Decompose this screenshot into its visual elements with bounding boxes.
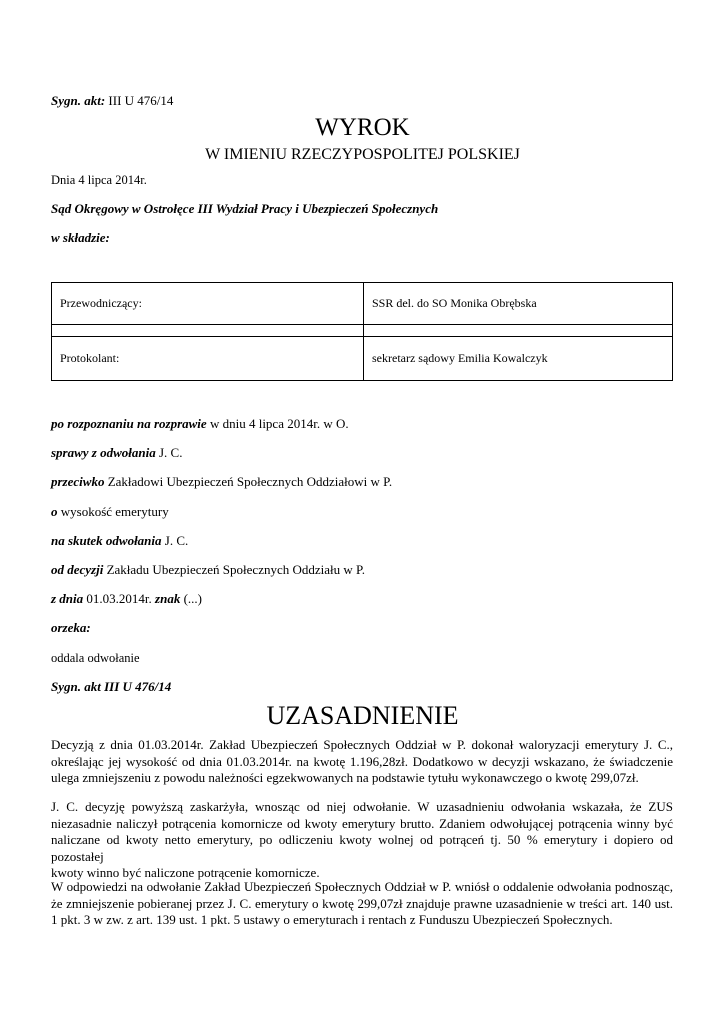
paragraph-line: ulega zmniejszeniu z powodu należności egzekwowanych na podstawie tytułu wykonawczego o kwotę 299,07zł.: [51, 770, 639, 786]
justification-title: UZASADNIENIE: [266, 701, 459, 730]
decision-date-label: z dnia: [51, 591, 84, 606]
case-line-label: od decyzji: [51, 562, 104, 577]
composition-row: [52, 325, 673, 337]
paragraph-line: J. C. decyzję powyższą zaskarżyła, wnosząc od niej odwołanie. W uzasadnieniu odwołania wskazała, że ZUS: [51, 799, 673, 814]
case-line-text: J. C.: [155, 445, 183, 460]
decision-sign-label: znak: [155, 591, 181, 606]
case-line-decision: [51, 562, 365, 578]
case-line-text: Zakładu Ubezpieczeń Społecznych Oddziału w P.: [103, 562, 366, 577]
case-signature-value: III U 476/14: [108, 93, 174, 108]
case-line-label: o: [51, 504, 58, 519]
composition-role: [52, 325, 364, 337]
composition-row: [52, 283, 673, 325]
composition-person: [364, 325, 673, 337]
judgment-title: WYROK: [315, 114, 410, 141]
case-line-text: Zakładowi Ubezpieczeń Społecznych Oddziałowi w P.: [104, 474, 393, 489]
justification-paragraph-1: [51, 737, 673, 787]
paragraph-line: kwoty winno być naliczone potrącenie komornicze.: [51, 865, 320, 881]
paragraph-line: określając jej wysokość od dnia 01.03.2014r. na kwotę 1.196,28zł. Dodatkowo w decyzji wskazano, że świadczenie: [51, 753, 673, 769]
case-line-label: przeciwko: [51, 474, 105, 489]
case-line-label: sprawy z odwołania: [51, 445, 156, 460]
decision-sign-text: (...): [180, 591, 202, 606]
case-line-following-appeal: [51, 533, 188, 549]
paragraph-line: 1 pkt. 3 w zw. z art. 139 ust. 1 pkt. 5 ustawy o emeryturach i rentach z Funduszu Ubezpieczeń Społecznych.: [51, 912, 613, 928]
paragraph-line: niezasadnie naliczył potrącenia komornicze od kwoty emerytury brutto. Zdaniem odwołującej potrącenia winny być: [51, 815, 673, 831]
ruling-text: oddala odwołanie: [51, 651, 140, 665]
case-line-subject: [51, 504, 169, 520]
case-line-label: po rozpoznaniu na rozprawie: [51, 416, 207, 431]
case-signature-label: Sygn. akt:: [51, 93, 106, 108]
paragraph-line: naliczane od kwoty netto emerytury, po odliczeniu kwoty wolnej od potrąceń tj. 50 % emerytury i dopiero od pozostałej: [51, 832, 673, 864]
paragraph-line: W odpowiedzi na odwołanie Zakład Ubezpieczeń Społecznych Oddział w P. wniósł o oddalenie odwołania podnosząc,: [51, 879, 673, 894]
composition-person: sekretarz sądowy Emilia Kowalczyk: [364, 337, 673, 381]
case-signature-footer: Sygn. akt III U 476/14: [51, 679, 172, 694]
case-line-text: w dniu 4 lipca 2014r. w O.: [206, 416, 349, 431]
case-line-against: [51, 474, 392, 490]
judgment-date: Dnia 4 lipca 2014r.: [51, 173, 147, 187]
composition-role: Protokolant:: [52, 337, 364, 381]
case-line-text: J. C.: [161, 533, 189, 548]
decision-date-text: 01.03.2014r.: [83, 591, 156, 606]
decision-date-line: [51, 591, 202, 607]
justification-paragraph-2: [51, 799, 673, 882]
case-line-hearing: [51, 416, 349, 432]
ruling-label: orzeka:: [51, 620, 91, 635]
composition-table: [51, 282, 673, 381]
composition-role: Przewodniczący:: [52, 283, 364, 325]
case-signature-header: [51, 93, 173, 109]
court-name: Sąd Okręgowy w Ostrołęce III Wydział Pracy i Ubezpieczeń Społecznych: [51, 201, 439, 216]
composition-row: [52, 337, 673, 381]
composition-person: SSR del. do SO Monika Obrębska: [364, 283, 673, 325]
case-line-appeal: [51, 445, 182, 461]
justification-paragraph-3: [51, 879, 673, 929]
case-line-text: wysokość emerytury: [57, 504, 169, 519]
paragraph-line: że zmniejszenie pobieranej przez J. C. emerytury o kwotę 299,07zł znajduje prawne uzasadnienie w treści art. 140 ust.: [51, 895, 673, 911]
paragraph-line: Decyzją z dnia 01.03.2014r. Zakład Ubezpieczeń Społecznych Oddział w P. dokonał waloryzacji emerytury J. C.,: [51, 737, 673, 752]
judgment-subtitle: W IMIENIU RZECZYPOSPOLITEJ POLSKIEJ: [205, 146, 520, 163]
composition-label: w składzie:: [51, 230, 110, 245]
case-line-label: na skutek odwołania: [51, 533, 162, 548]
